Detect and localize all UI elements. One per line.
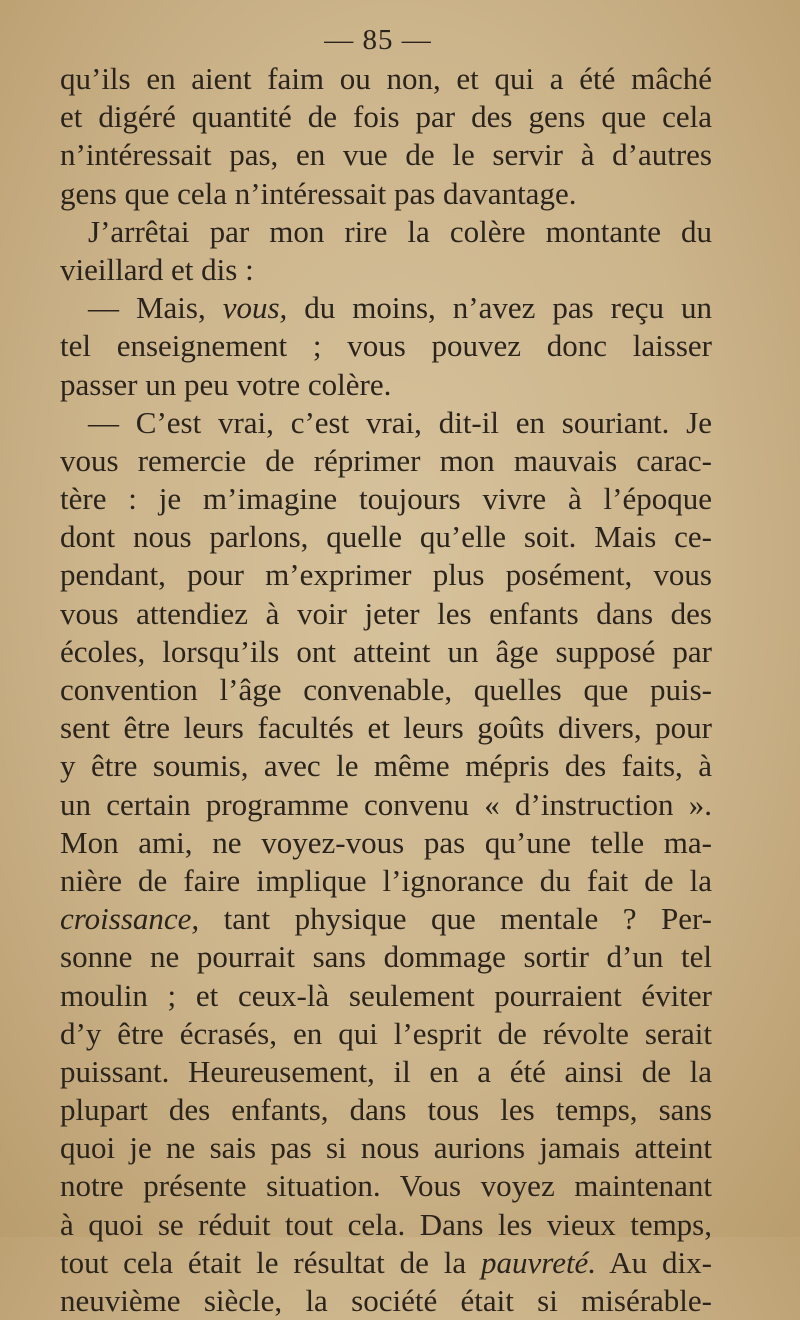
text-line: à quoi se réduit tout cela. Dans les vieux temps, bbox=[60, 1206, 712, 1242]
text-line: tère : je m’imagine toujours vivre à l’époque bbox=[60, 481, 712, 517]
text-line: neuvième siècle, la société était si misérable- bbox=[60, 1283, 712, 1318]
page-number: — 85 — bbox=[324, 24, 432, 56]
text-line bbox=[60, 900, 712, 938]
text-line: sonne ne pourrait sans dommage sortir d’un tel bbox=[60, 939, 712, 975]
text-segment: tant physique que mentale ? Per- bbox=[199, 901, 712, 937]
text-line: plupart des enfants, dans tous les temps, sans bbox=[60, 1092, 712, 1128]
body-text bbox=[60, 60, 712, 1320]
text-line: convention l’âge convenable, quelles que puis- bbox=[60, 672, 712, 707]
text-line bbox=[60, 289, 712, 327]
text-line: vous remercie de réprimer mon mauvais carac- bbox=[60, 442, 712, 478]
text-line: écoles, lorsqu’ils ont atteint un âge supposé par bbox=[60, 633, 712, 669]
text-line: notre présente situation. Vous voyez maintenant bbox=[60, 1168, 712, 1204]
text-line: un certain programme convenu « d’instruction ». bbox=[60, 786, 712, 822]
text-line: vous attendiez à voir jeter les enfants dans des bbox=[60, 595, 712, 631]
text-segment: du moins, n’avez pas reçu un bbox=[287, 290, 712, 326]
text-line: tel enseignement ; vous pouvez donc laisser bbox=[60, 328, 712, 364]
text-line: y être soumis, avec le même mépris des faits, à bbox=[60, 748, 712, 784]
text-line: moulin ; et ceux-là seulement pourraient éviter bbox=[60, 977, 712, 1013]
text-line: gens que cela n’intéressait pas davantage. bbox=[60, 175, 577, 211]
text-segment: — Mais, bbox=[88, 290, 223, 326]
text-line: dont nous parlons, quelle qu’elle soit. Mais ce- bbox=[60, 519, 712, 555]
text-line: pendant, pour m’exprimer plus posément, vous bbox=[60, 557, 712, 593]
text-line: et digéré quantité de fois par des gens que cela bbox=[60, 99, 712, 135]
text-segment: tout cela était le résultat de la bbox=[60, 1244, 482, 1280]
text-line: J’arrêtai par mon rire la colère montante du bbox=[88, 213, 712, 249]
text-line: vieillard et dis : bbox=[60, 251, 254, 287]
text-line: puissant. Heureusement, il en a été ainsi de la bbox=[60, 1053, 712, 1089]
text-line: passer un peu votre colère. bbox=[60, 366, 392, 402]
text-line: quoi je ne sais pas si nous aurions jamais atteint bbox=[60, 1130, 712, 1166]
text-line: Mon ami, ne voyez-vous pas qu’une telle ma- bbox=[60, 824, 712, 860]
text-segment: Au dix- bbox=[596, 1244, 712, 1280]
text-line: — C’est vrai, c’est vrai, dit-il en souriant. Je bbox=[88, 404, 712, 440]
italic-text: vous, bbox=[222, 290, 288, 326]
text-line: d’y être écrasés, en qui l’esprit de révolte serait bbox=[60, 1015, 712, 1051]
text-line: nière de faire implique l’ignorance du fait de la bbox=[60, 862, 712, 898]
italic-text: croissance, bbox=[60, 901, 200, 937]
italic-text: pauvreté. bbox=[481, 1244, 597, 1280]
text-line: sent être leurs facultés et leurs goûts divers, pour bbox=[60, 710, 712, 746]
text-line bbox=[60, 1244, 712, 1282]
text-line: qu’ils en aient faim ou non, et qui a été mâché bbox=[60, 61, 712, 96]
text-line: n’intéressait pas, en vue de le servir à d’autres bbox=[60, 137, 712, 173]
